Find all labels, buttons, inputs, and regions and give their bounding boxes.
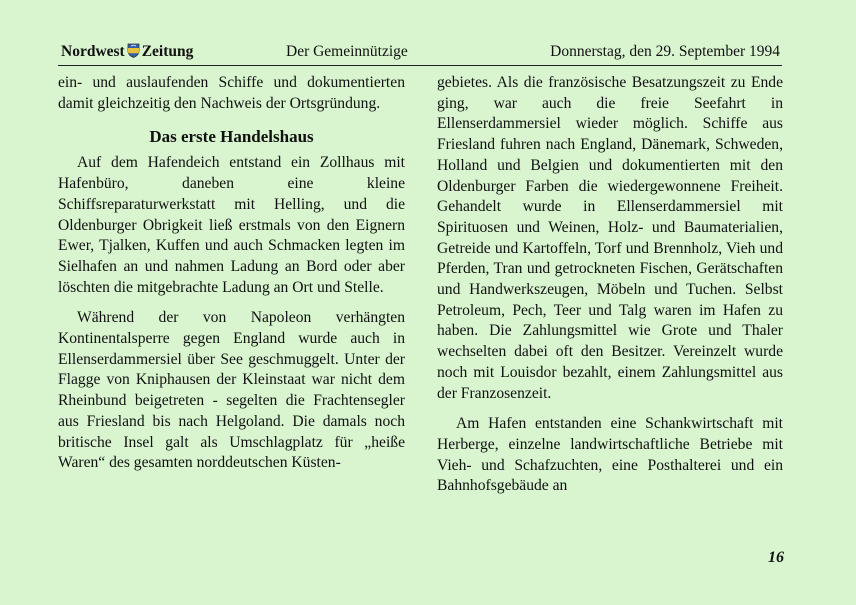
page-number: 16: [768, 549, 784, 566]
newspaper-logo: [61, 43, 193, 61]
section-heading: Das erste Handelshaus: [149, 127, 314, 147]
page-header: [61, 43, 780, 65]
left-paragraph-2: Auf dem Hafendeich entstand ein Zollhaus mit Hafenbüro, daneben eine kleine Schiffsreparaturwerkstatt mit Helling, und die Oldenburger Obrigkeit ließ erstmals von den Eignern Ewer, Tjalken, Kuffen und auch Schmacken legten im Sielhafen an und nahmen Ladung an Bord oder aber löschten die mitgebrachte Ladung an Ort und Stelle.: [58, 154, 405, 296]
coat-of-arms-icon: [127, 43, 140, 58]
logo-text-right: Zeitung: [141, 43, 194, 60]
left-paragraph-1: ein- und auslaufenden Schiffe und dokumentierten damit gleichzeitig den Nachweis der Ortsgründung.: [58, 74, 405, 112]
left-column: [58, 73, 405, 474]
right-column: [437, 73, 783, 497]
header-date: Donnerstag, den 29. September 1994: [550, 43, 780, 60]
logo-text-left: Nordwest: [61, 43, 125, 60]
right-paragraph-1: gebietes. Als die französische Besatzungszeit zu Ende ging, war auch die freie Seefahrt in Ellenserdammersiel wieder möglich. Schiffe aus Friesland fuhren nach England, Dänemark, Schweden, Holland und Belgien und dokumentierten mit den Oldenburger Farben die wiedergewonnene Freiheit. Gehandelt wurde in Ellenserdammersiel mit Spirituosen und Weinen, Holz- und Baumaterialien, Getreide und Kartoffeln, Torf und Brennholz, Vieh und Pferden, Tran und getrockneten Fischen, Gerätschaften und Handwerkszeugen, Möbeln und Tuchen. Selbst Petroleum, Pech, Teer und Talg waren im Hafen zu haben. Die Zahlungsmittel wie Grote und Thaler wechselten dabei oft den Besitzer. Vereinzelt wurde noch mit Louisdor bezahlt, einem Zahlungsmittel aus der Franzosenzeit.: [437, 74, 783, 402]
header-section-title: Der Gemeinnützige: [286, 43, 408, 60]
left-paragraph-3: Während der von Napoleon verhängten Kontinentalsperre gegen England wurde auch in Ellenserdammersiel über See geschmuggelt. Unter der Flagge von Kniphausen der Kleinstaat war nicht dem Rheinbund beigetreten - segelten die Frachtensegler aus Friesland bis nach Helgoland. Die damals noch britische Insel galt als Umschlagplatz für „heiße Waren“ des gesamten norddeutschen Küsten-: [58, 309, 405, 472]
right-paragraph-2: Am Hafen entstanden eine Schankwirtschaft mit Herberge, einzelne landwirtschaftliche Betriebe mit Vieh- und Schafzuchten, eine Posthalterei und ein Bahnhofsgebäude an: [437, 415, 783, 495]
header-rule: [58, 65, 782, 66]
